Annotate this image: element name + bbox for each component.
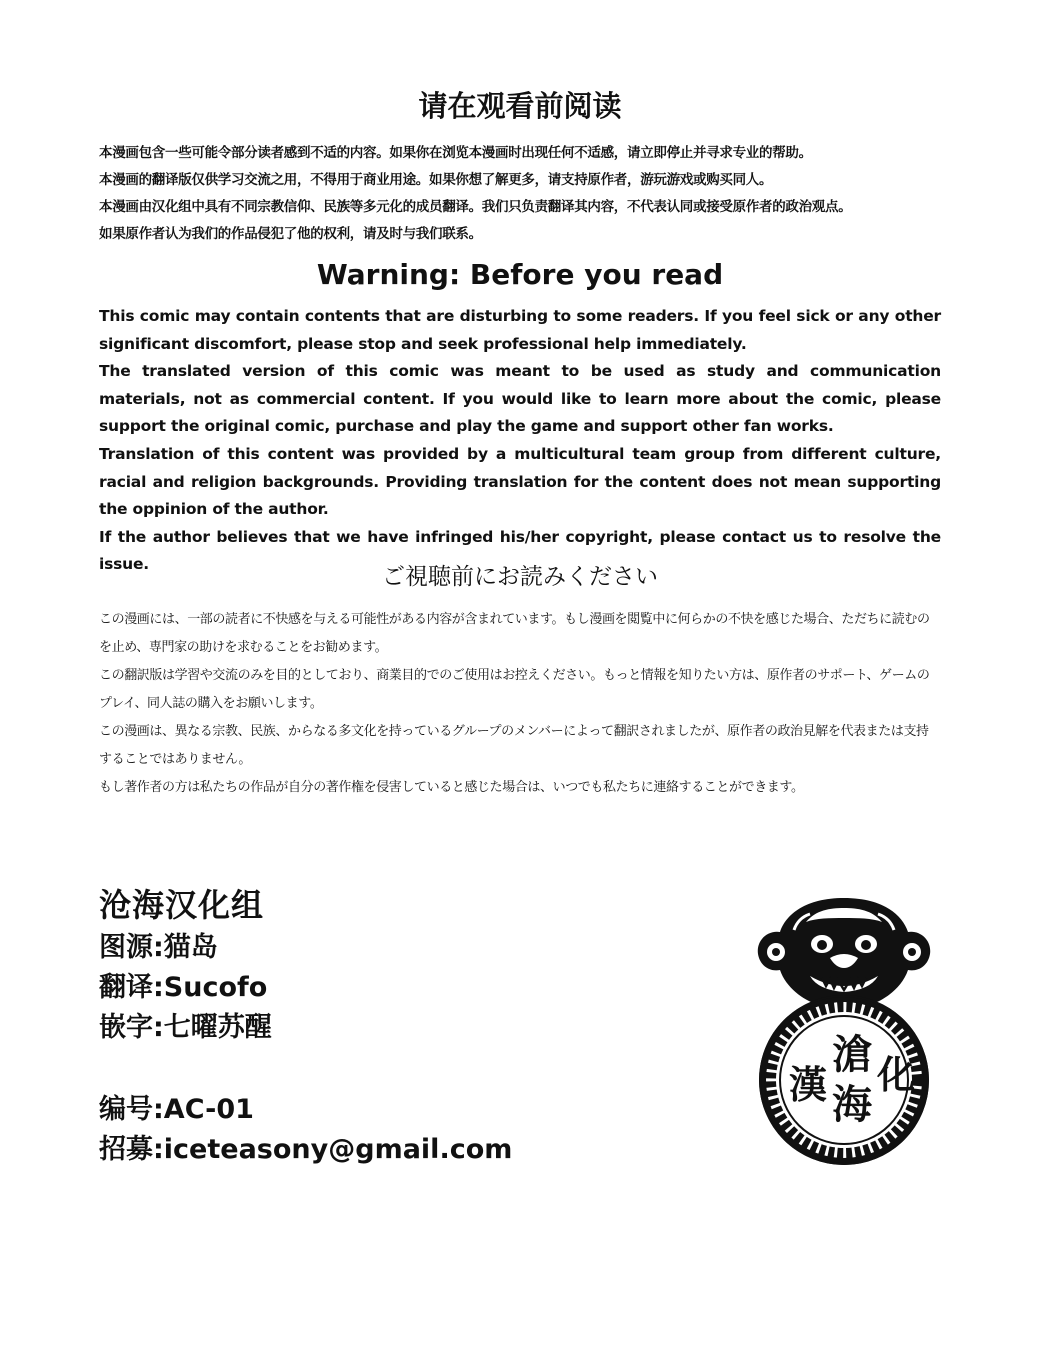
english-paragraph: The translated version of this comic was meant to be used as study and communication materials, not as commercial content. If you would like to learn more about the comic, please support the original comic, purchase and play the game and support other fan works. bbox=[99, 362, 941, 436]
english-title: Warning: Before you read bbox=[316, 258, 724, 291]
seal-char: 化 bbox=[876, 1052, 916, 1097]
english-paragraph: Translation of this content was provided by a multicultural team group from different culture, racial and religion backgrounds. Providing translation for the content does not mean supporting the oppinion of the author. bbox=[99, 444, 941, 519]
japanese-paragraph: この漫画には、一部の読者に不快感を与える可能性がある内容が含まれています。もし漫画を閲覧中に何らかの不快を感じた場合、ただちに読むのを止め、専門家の助けを求むることをお勧めます。 bbox=[99, 612, 930, 655]
chinese-paragraph: 本漫画由汉化组中具有不同宗教信仰、民族等多元化的成员翻译。我们只负责翻译其内容，不代表认同或接受原作者的政治观点。 bbox=[99, 199, 852, 215]
lion-seal-logo-icon bbox=[746, 892, 942, 1168]
chinese-paragraph: 本漫画包含一些可能令部分读者感到不适的内容。如果你在浏览本漫画时出现任何不适感，请立即停止并寻求专业的帮助。 bbox=[99, 145, 812, 161]
english-paragraph: This comic may contain contents that are disturbing to some readers. If you feel sick or any other significant discomfort, please stop and seek professional help immediately. bbox=[99, 307, 941, 353]
chinese-title: 请在观看前阅读 bbox=[418, 89, 622, 123]
english-notice bbox=[99, 303, 941, 579]
group-name: 沧海汉化组 bbox=[99, 886, 265, 924]
japanese-paragraph: この漫画は、異なる宗教、民族、からなる多文化を持っているグループのメンバーによって翻訳されましたが、原作者の政治見解を代表または支持することではありません。 bbox=[99, 724, 929, 767]
chinese-paragraph: 本漫画的翻译版仅供学习交流之用，不得用于商业用途。如果你想了解更多，请支持原作者，游玩游戏或购买同人。 bbox=[99, 172, 773, 188]
japanese-notice bbox=[99, 606, 941, 802]
seal-char: 海 bbox=[832, 1081, 872, 1128]
japanese-title: ご視聴前にお読みください bbox=[382, 564, 658, 590]
credit-translator: 翻译:Sucofo bbox=[99, 972, 268, 1003]
credit-number: 编号:AC-01 bbox=[99, 1094, 254, 1125]
english-paragraph: If the author believes that we have infringed his/her copyright, please contact us to resolve the issue. bbox=[99, 527, 941, 574]
seal-char: 漢 bbox=[788, 1062, 828, 1107]
seal-char: 滄 bbox=[832, 1031, 872, 1078]
chinese-paragraph: 如果原作者认为我们的作品侵犯了他的权利，请及时与我们联系。 bbox=[99, 226, 482, 242]
chinese-notice bbox=[99, 140, 941, 248]
japanese-paragraph: もし著作者の方は私たちの作品が自分の著作権を侵害していると感じた場合は、いつでも私たちに連絡することができます。 bbox=[99, 780, 804, 795]
credit-typesetter: 嵌字:七曜苏醒 bbox=[99, 1012, 272, 1043]
credit-recruit: 招募:iceteasony@gmail.com bbox=[99, 1134, 513, 1165]
credit-source: 图源:猫岛 bbox=[99, 932, 218, 963]
japanese-paragraph: この翻訳版は学習や交流のみを目的としており、商業目的でのご使用はお控えください。もっと情報を知りたい方は、原作者のサポート、ゲームのプレイ、同人誌の購入をお願いします。 bbox=[99, 668, 930, 711]
credits-block bbox=[99, 882, 512, 1170]
